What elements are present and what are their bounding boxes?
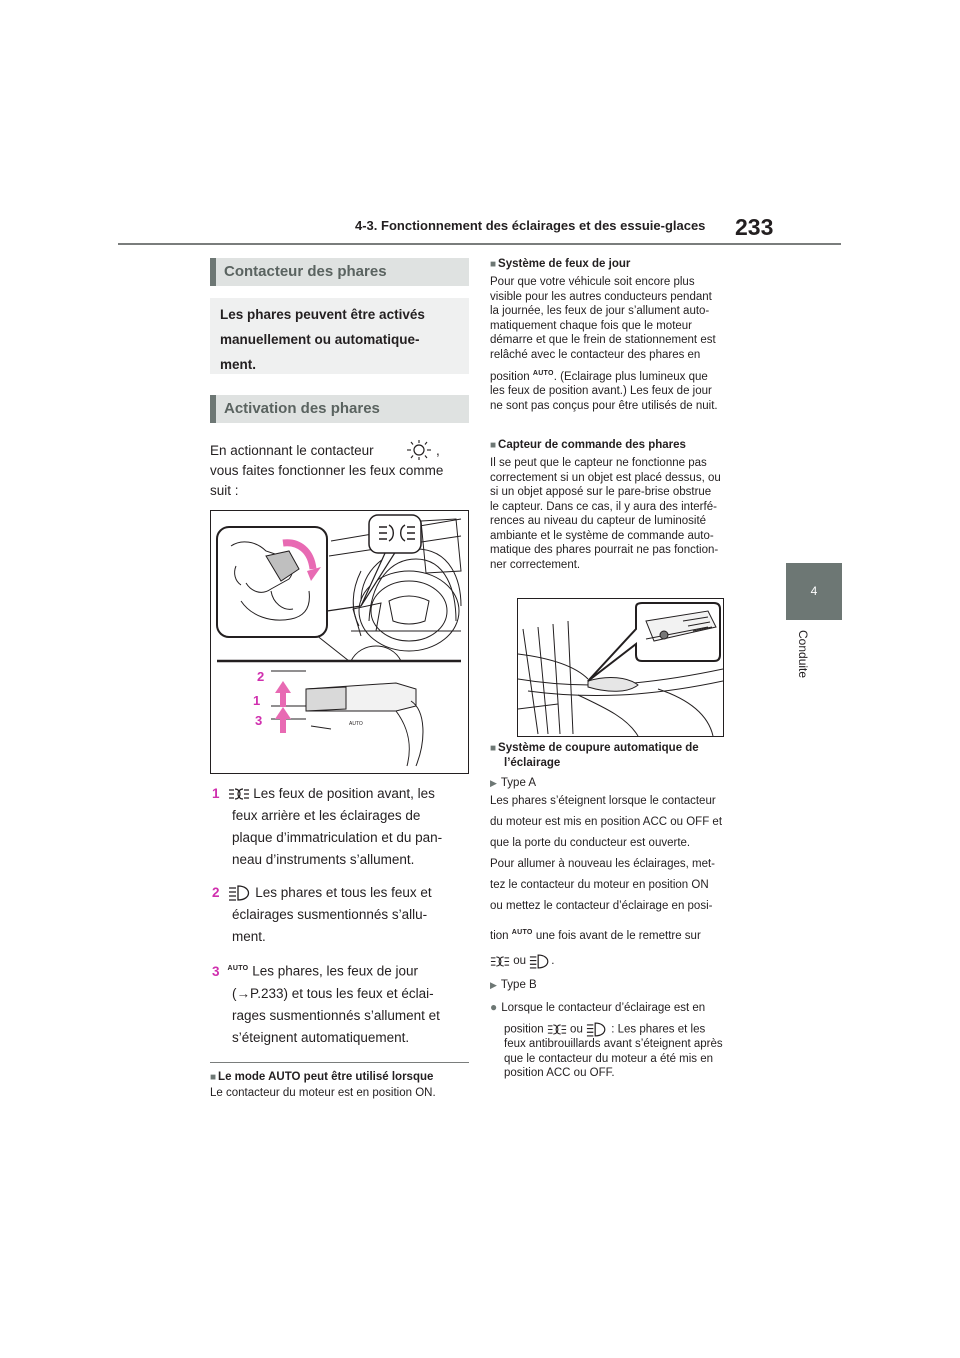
item-number: 3 [212, 963, 220, 979]
triangle-bullet-icon: ▶ [490, 980, 497, 991]
headlight-icon [228, 885, 252, 901]
type-b-text: ou [570, 1023, 583, 1036]
drl-text: ne sont pas conçus pour être utilisés de nuit. [490, 399, 718, 412]
item-text: s’éteignent automatiquement. [232, 1029, 410, 1045]
header-divider [118, 243, 841, 245]
item-text: Les feux de position avant, les [253, 786, 435, 801]
sensor-text: Il se peut que le capteur ne fonctionne pas [490, 457, 707, 469]
type-a-text: Pour allumer à nouveau les éclairages, met- [490, 857, 716, 870]
chapter-tab[interactable]: 4 [786, 563, 842, 620]
sensor-text: ner correctement. [490, 558, 581, 571]
type-b-text: position ACC ou OFF. [504, 1067, 615, 1080]
type-a-text: Les phares s’éteignent lorsque le contacteur [490, 794, 716, 807]
item-text: ment. [232, 929, 266, 944]
type-b-text: feux antibrouillards avant s’éteignent après [504, 1038, 723, 1051]
headlight-icon [529, 954, 551, 969]
figure-auto-label: AUTO [349, 721, 363, 727]
type-b-text: Lorsque le contacteur d’éclairage est en [501, 1001, 706, 1014]
section-heading-text: Contacteur des phares [224, 263, 387, 280]
type-a-text: . [551, 955, 555, 968]
type-a-text: du moteur est mis en position ACC ou OFF et [490, 815, 723, 828]
drl-text: Pour que votre véhicule soit encore plus [490, 276, 695, 288]
position-lights-icon [228, 787, 250, 801]
item-text: rages susmentionnés s’allument et [232, 1007, 440, 1023]
item-1 [212, 783, 474, 871]
square-bullet-icon: ■ [210, 1072, 217, 1083]
drl-text: les feux de position avant.) Les feux de jour [490, 385, 712, 398]
circle-bullet-icon: ● [490, 999, 498, 1014]
type-b-text: : Les phares et les [611, 1023, 706, 1036]
note-heading [210, 1070, 472, 1085]
item-text: feux arrière et les éclairages de [232, 808, 421, 823]
type-b-label: Type B [500, 979, 537, 992]
item-text: plaque d’immatriculation et du pan- [232, 830, 443, 845]
type-a-label: Type A [500, 777, 537, 789]
square-bullet-icon: ■ [490, 259, 497, 270]
drl-text: position [490, 370, 530, 383]
switch-diagram-svg [211, 511, 468, 773]
headlight-icon [586, 1022, 608, 1037]
sensor-text: correctement si un objet est placé dessus, ou [490, 471, 721, 484]
headlight-switch-illustration [210, 510, 469, 774]
section-heading-activation [210, 395, 469, 423]
chapter-tab-label: Conduite [796, 630, 810, 679]
note-heading-text: Le mode AUTO peut être utilisé lorsque [218, 1071, 434, 1083]
summary-line: Les phares peuvent être activés [220, 307, 425, 322]
item-2 [212, 882, 474, 948]
item-text: Les phares, les feux de jour [252, 963, 419, 979]
type-a-text: tion [490, 929, 509, 942]
item-number: 2 [212, 885, 220, 900]
cutoff-heading: Système de coupure automatique de [498, 742, 699, 754]
type-a-text: que la porte du conducteur est ouverte. [490, 836, 691, 849]
sensor-block [490, 438, 752, 572]
auto-icon: AUTO [227, 965, 249, 972]
sensor-text: le capteur. Dans ce cas, il y aura des interfé- [490, 500, 717, 513]
type-b-text: que le contacteur du moteur a été mis en [504, 1052, 714, 1065]
position-lights-icon [547, 1023, 567, 1036]
drl-text: relâché avec le contacteur des phares en [490, 348, 701, 361]
sensor-text: si un objet apposé sur le pare-brise obstrue [490, 486, 712, 498]
position-lights-icon [490, 955, 510, 968]
item-3 [212, 958, 474, 1049]
square-bullet-icon: ■ [490, 743, 497, 754]
item-text: Les phares et tous les feux et [255, 885, 432, 900]
drl-heading: Système de feux de jour [498, 258, 631, 270]
sensor-diagram-svg [518, 599, 723, 736]
light-sensor-illustration [517, 598, 724, 737]
sensor-text: rences au niveau du capteur de luminosité [490, 515, 707, 527]
sensor-heading: Capteur de commande des phares [498, 439, 686, 451]
drl-text: matiquement chaque fois que le moteur [490, 319, 693, 332]
intro-text: vous faites fonctionner les feux comme [210, 463, 444, 478]
auto-icon: AUTO [532, 370, 554, 377]
intro-comma: , [436, 443, 440, 458]
sensor-text: ambiante et le système de commande auto- [490, 529, 714, 542]
auto-icon: AUTO [511, 928, 533, 936]
intro-text: En actionnant le contacteur [210, 443, 374, 458]
item-text: (→P.233) et tous les feux et éclai- [232, 985, 434, 1001]
triangle-bullet-icon: ▶ [490, 778, 497, 788]
type-a-text: ou mettez le contacteur d’éclairage en posi- [490, 899, 713, 912]
summary-line: ment. [220, 357, 257, 372]
square-bullet-icon: ■ [490, 440, 497, 451]
type-a-text: tez le contacteur du moteur en position ON [490, 878, 709, 891]
figure-label-3: 3 [255, 713, 263, 728]
cutoff-heading: l’éclairage [504, 757, 561, 769]
summary-box [210, 298, 469, 374]
item-text: éclairages susmentionnés s’allu- [232, 907, 428, 922]
drl-text: visible pour les autres conducteurs pendant [490, 290, 712, 303]
sensor-text: matique des phares pourrait ne pas fonction- [490, 544, 719, 556]
light-switch-icon [402, 439, 436, 461]
figure-label-2: 2 [257, 669, 265, 684]
figure-label-1: 1 [253, 693, 261, 708]
intro-paragraph [210, 441, 470, 501]
page-number: 233 [735, 214, 774, 240]
section-heading-headlight-switch [210, 258, 469, 286]
note-body: Le contacteur du moteur est en position ON. [210, 1087, 436, 1099]
type-a-text: une fois avant de le remettre sur [535, 929, 701, 942]
type-b-text: position [504, 1023, 544, 1036]
cutoff-block [490, 741, 752, 1081]
item-number: 1 [212, 786, 220, 801]
drl-text: . (Eclairage plus lumineux que [553, 370, 708, 383]
intro-text: suit : [210, 483, 239, 498]
drl-block [490, 257, 752, 413]
chapter-title: 4-3. Fonctionnement des éclairages et des essuie-glaces [355, 218, 706, 233]
section-heading-text: Activation des phares [224, 400, 380, 417]
note-divider [210, 1062, 469, 1063]
drl-text: la journée, les feux de jour s’allument auto- [490, 305, 710, 317]
drl-text: démarre et que le frein de stationnement est [490, 334, 716, 346]
type-a-text: ou [513, 955, 526, 968]
summary-line: manuellement ou automatique- [220, 332, 420, 347]
item-text: neau d’instruments s’allument. [232, 852, 415, 867]
